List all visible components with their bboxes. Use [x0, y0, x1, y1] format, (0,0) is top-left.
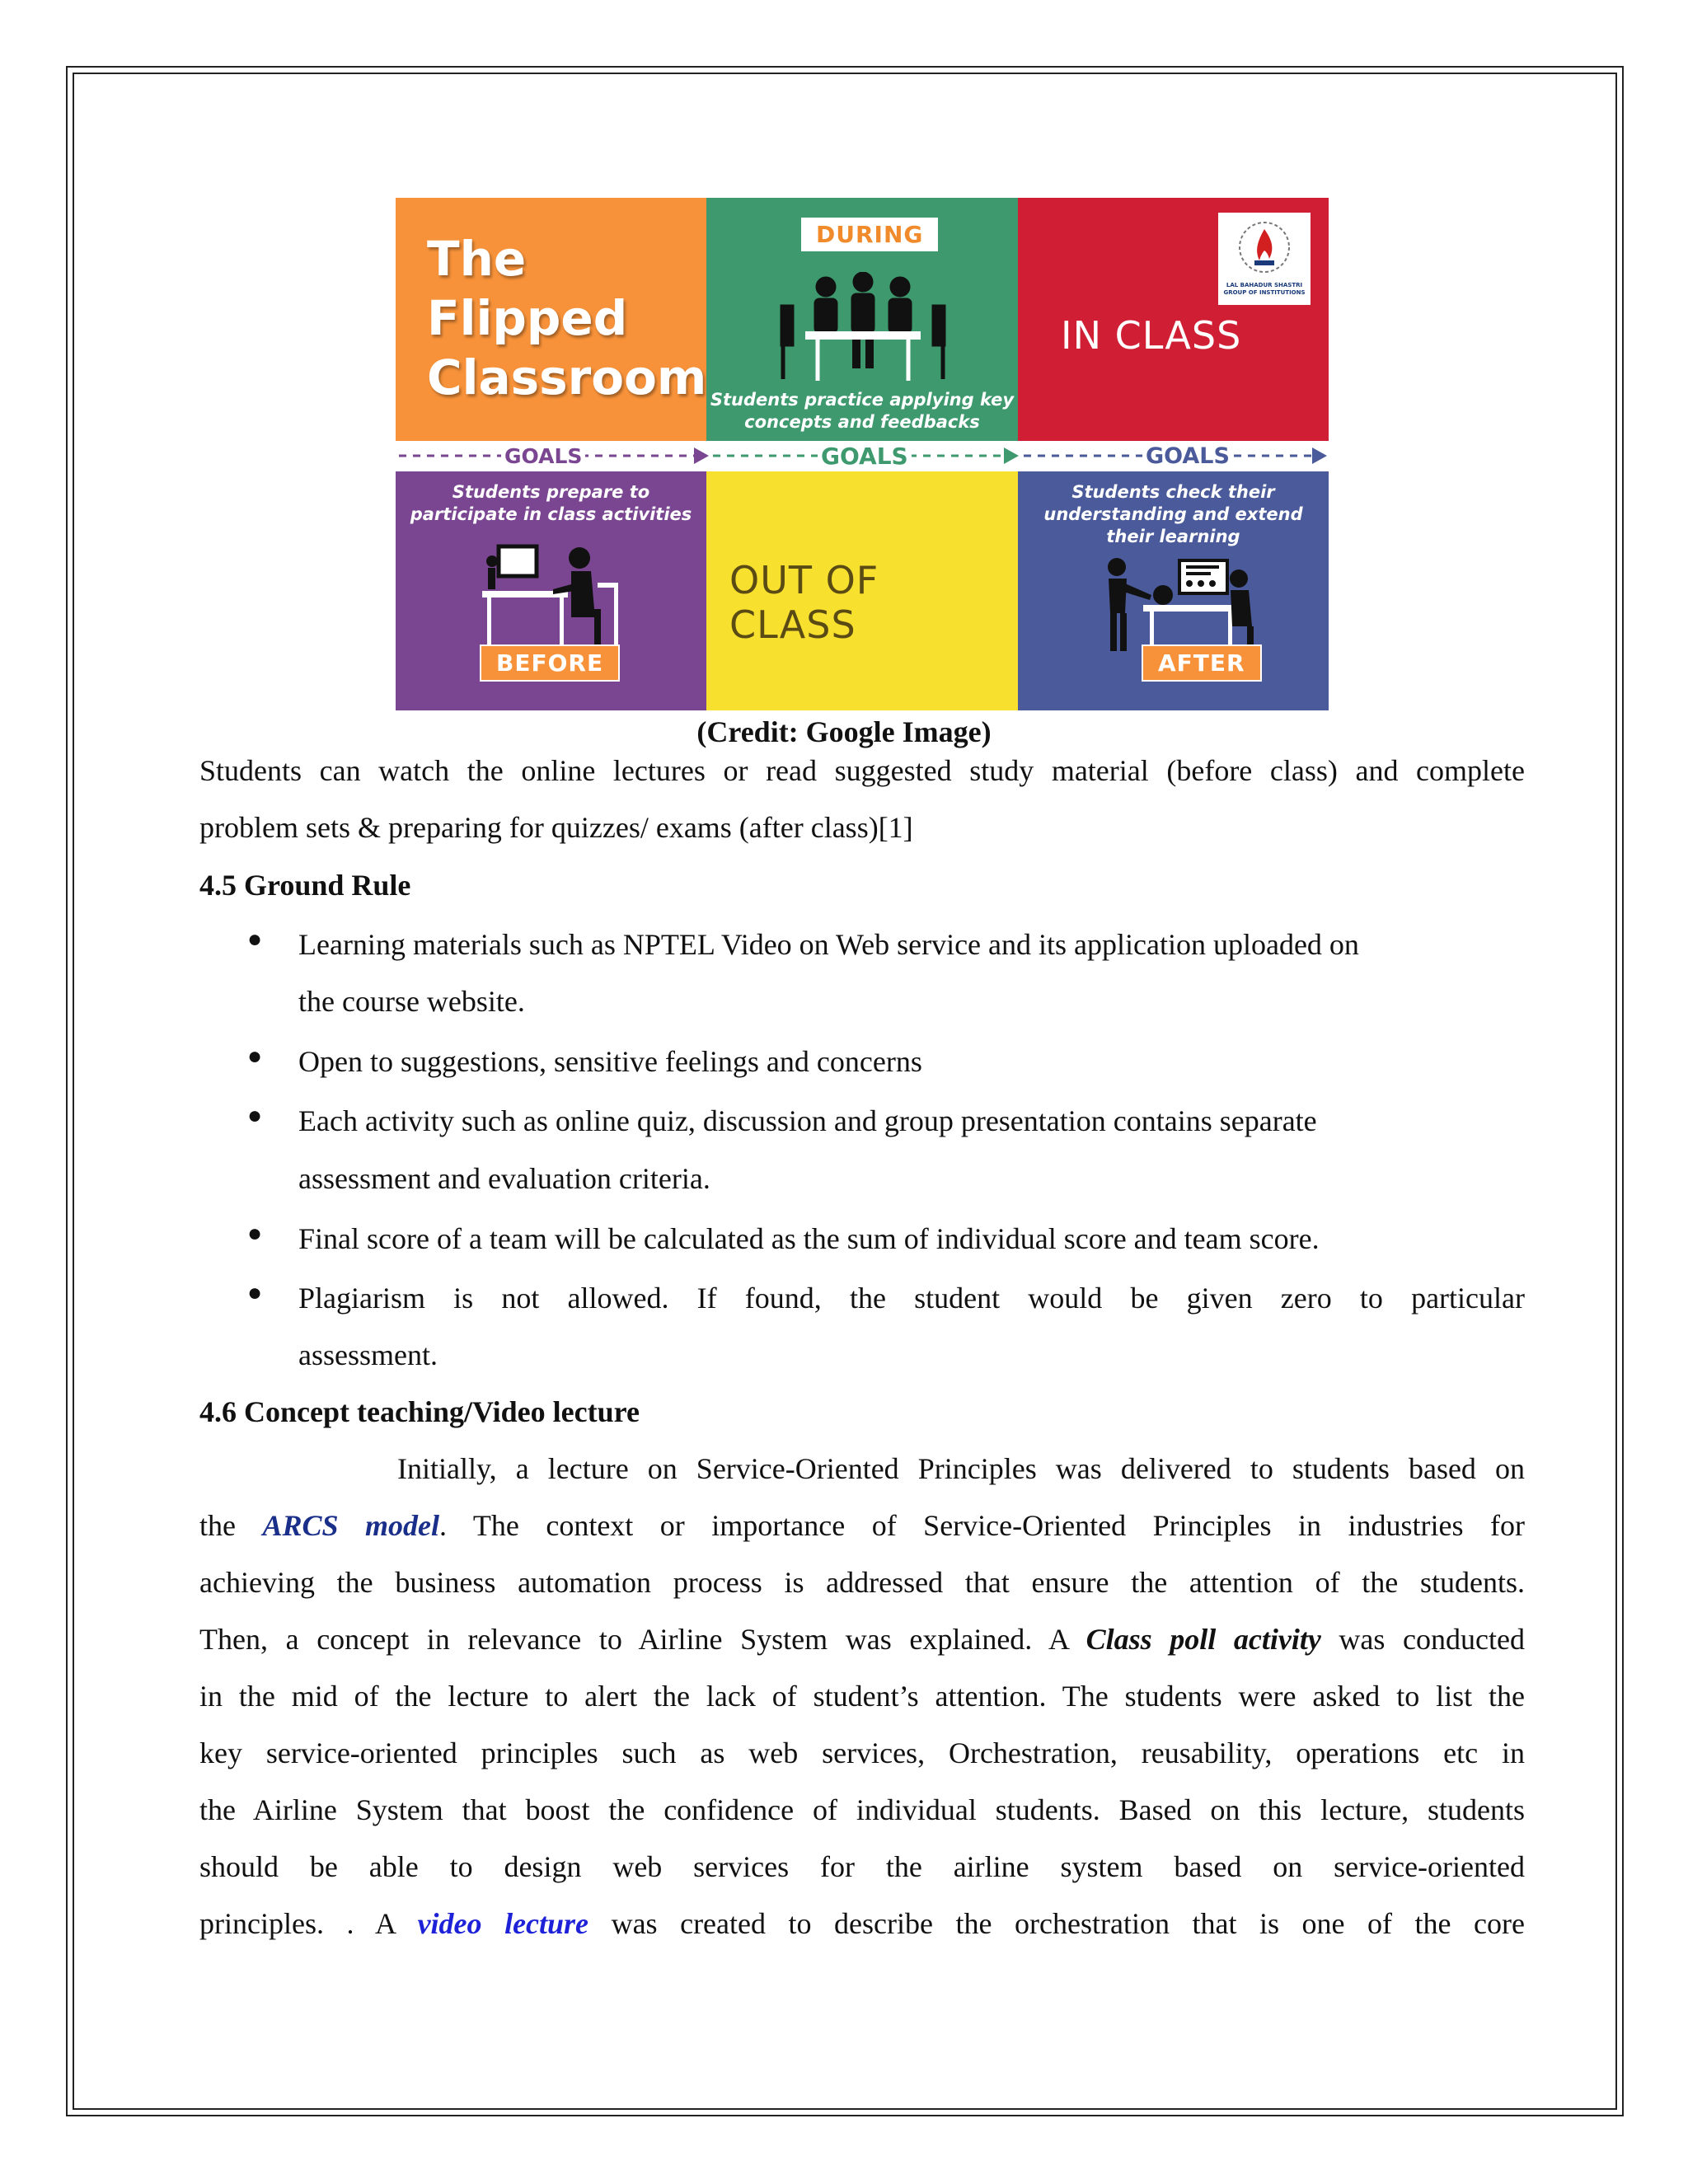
bullet-marker: ● [247, 926, 263, 953]
body-line [199, 1623, 1525, 1656]
body-line: achieving the business automation process is addressed that ensure the attention of the students. [199, 1566, 1525, 1599]
goals-label-during: GOALS [818, 441, 912, 471]
in-class-label: IN CLASS [1061, 313, 1242, 358]
teacher-student-icon [1100, 554, 1265, 653]
video-lecture-link[interactable]: video lecture [417, 1907, 589, 1940]
text-run: principles. . A [199, 1907, 418, 1940]
during-panel [706, 198, 1018, 441]
body-line: key service-oriented principles such as web services, Orchestration, reusability, operations etc in [199, 1736, 1525, 1769]
body-line: in the mid of the lecture to alert the lack of student’s attention. The students were asked to list the [199, 1680, 1525, 1713]
text-run: the [199, 1509, 263, 1542]
class-poll-emphasis: Class poll activity [1085, 1623, 1321, 1656]
body-line [199, 1907, 1525, 1940]
bullet-marker: ● [247, 1279, 263, 1306]
intro-line: problem sets & preparing for quizzes/ exams (after class)[1] [199, 811, 913, 844]
bullet-marker: ● [247, 1220, 263, 1247]
after-caption [1018, 481, 1329, 548]
before-tag: BEFORE [480, 644, 620, 682]
intro-line: Students can watch the online lectures or read suggested study material (before class) and complete [199, 754, 1525, 787]
title-panel [396, 198, 706, 441]
title-line: Flipped [427, 290, 628, 346]
caption-line: participate in class activities [410, 504, 692, 524]
body-line: should be able to design web services for the airline system based on service-oriented [199, 1850, 1525, 1883]
logo-line: GROUP OF INSTITUTIONS [1223, 289, 1306, 296]
during-tag: DURING [801, 218, 938, 251]
during-caption [706, 389, 1018, 434]
caption-line: concepts and feedbacks [744, 412, 980, 432]
in-class-panel [1018, 198, 1329, 441]
text-run: Then, a concept in relevance to Airline System was explained. A [199, 1623, 1086, 1656]
goals-label-before: GOALS [501, 441, 585, 471]
caption-line: Students check their [1071, 482, 1275, 502]
caption-line: their learning [1106, 527, 1240, 546]
goals-band [396, 441, 1329, 471]
caption-line: Students practice applying key [710, 390, 1015, 410]
before-panel [396, 471, 706, 710]
section-heading-4-5: 4.5 Ground Rule [199, 869, 411, 902]
section-heading-4-6: 4.6 Concept teaching/Video lecture [199, 1395, 640, 1428]
bullet-marker: ● [247, 1043, 263, 1070]
list-item: Final score of a team will be calculated as the sum of individual score and team score. [298, 1222, 1320, 1255]
out-of-class-label: OUT OF CLASS [729, 558, 879, 647]
list-item: Learning materials such as NPTEL Video on Web service and its application uploaded on [298, 928, 1359, 961]
after-panel [1018, 471, 1329, 710]
text-run: was created to describe the orchestration that is one of the core [588, 1907, 1525, 1940]
goals-label-after: GOALS [1142, 441, 1233, 471]
logo-line: LAL BAHADUR SHASTRI [1226, 282, 1303, 288]
title-line: Classroom [427, 349, 706, 405]
list-item-continuation: the course website. [298, 985, 525, 1018]
arcs-model-emphasis: ARCS model [262, 1509, 440, 1542]
flame-emblem-icon [1218, 213, 1311, 282]
group-table-icon [776, 272, 950, 383]
body-line: Initially, a lecture on Service-Oriented Principles was delivered to students based on [397, 1452, 1525, 1485]
caption-line: Students prepare to [452, 482, 650, 502]
before-caption [396, 481, 706, 526]
title-line: The [427, 231, 527, 287]
text-run: . The context or importance of Service-Oriented Principles in industries for [439, 1509, 1526, 1542]
body-line [199, 1509, 1525, 1542]
text-run: was conducted [1320, 1623, 1525, 1656]
out-of-class-panel [706, 471, 1018, 710]
list-item: Open to suggestions, sensitive feelings and concerns [298, 1045, 922, 1078]
list-item: Plagiarism is not allowed. If found, the student would be given zero to particular [298, 1282, 1525, 1315]
caption-line: understanding and extend [1043, 504, 1303, 524]
flipped-classroom-infographic [396, 198, 1329, 710]
list-item: Each activity such as online quiz, discussion and group presentation contains separate [298, 1104, 1317, 1137]
logo-caption [1218, 282, 1311, 297]
infographic-title [427, 229, 706, 407]
body-line: the Airline System that boost the confidence of individual students. Based on this lecture, students [199, 1793, 1525, 1826]
image-caption: (Credit: Google Image) [696, 715, 992, 748]
after-tag: AFTER [1142, 644, 1262, 682]
student-at-computer-icon [474, 541, 631, 649]
list-item-continuation: assessment and evaluation criteria. [298, 1162, 710, 1195]
institution-logo [1218, 213, 1311, 305]
bullet-marker: ● [247, 1102, 263, 1129]
list-item-continuation: assessment. [298, 1338, 438, 1371]
